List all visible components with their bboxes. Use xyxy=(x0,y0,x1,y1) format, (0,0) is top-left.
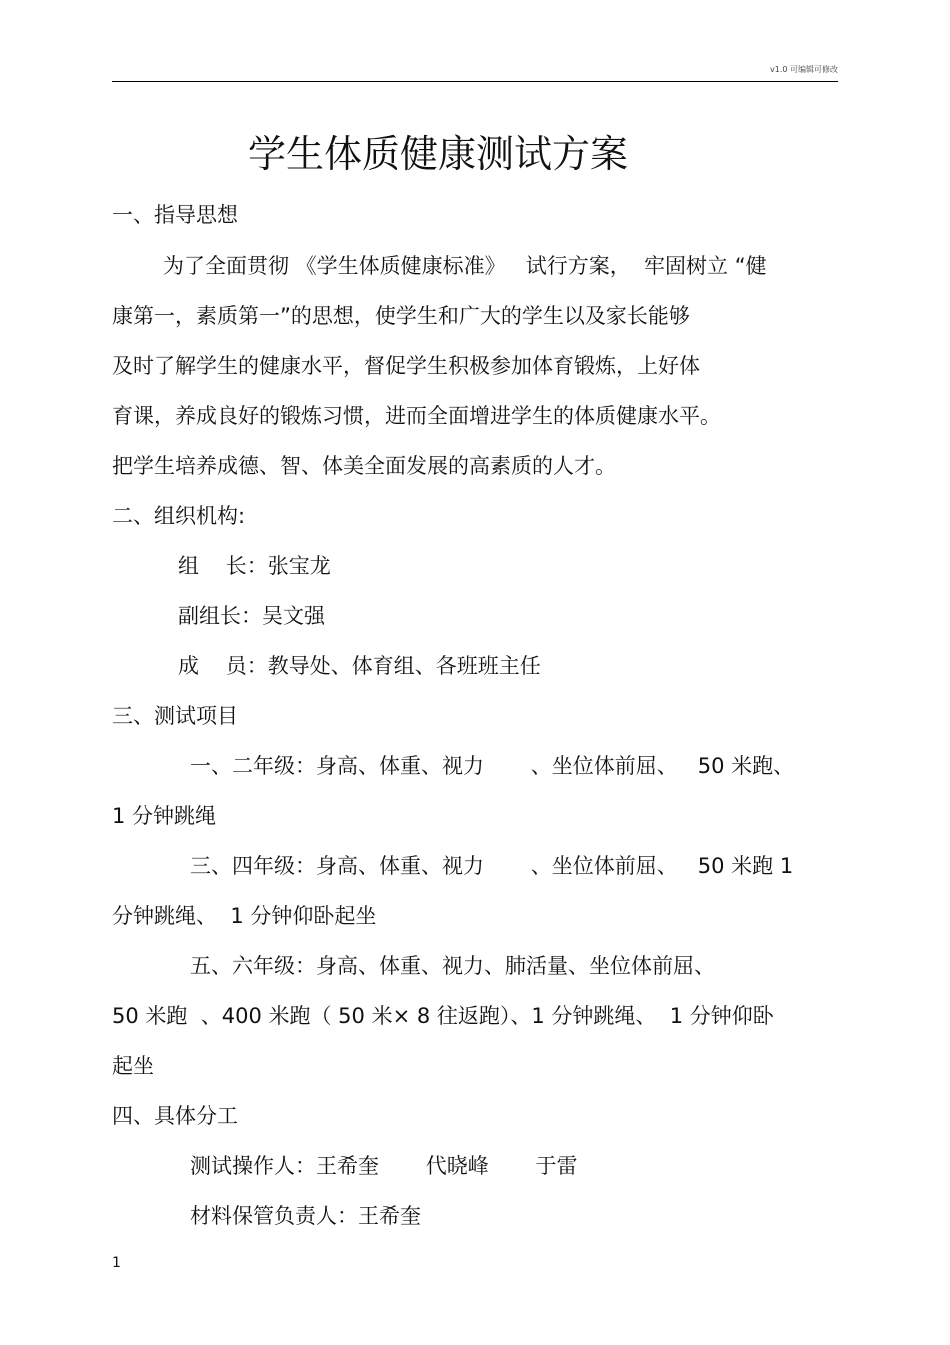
paragraph-line: 把学生培养成德、智、体美全面发展的高素质的人才。 xyxy=(112,454,616,478)
test-item-line: 1 分钟跳绳 xyxy=(112,804,217,828)
paragraph-line: 育课，养成良好的锻炼习惯，进而全面增进学生的体质健康水平。 xyxy=(112,404,721,428)
test-item-line: 50 米跑 、400 米跑（ 50 米× 8 往返跑）、1 分钟跳绳、 1 分钟仰卧 xyxy=(112,1004,774,1028)
section-heading: 三、测试项目 xyxy=(112,704,238,728)
org-leader: 组 长：张宝龙 xyxy=(178,554,331,578)
test-item-line: 三、四年级：身高、体重、视力 、坐位体前屈、 50 米跑 1 xyxy=(190,854,794,878)
section-heading: 二、组织机构: xyxy=(112,504,246,528)
section-heading: 四、具体分工 xyxy=(112,1104,238,1128)
assignment-line: 测试操作人：王希奎 代晓峰 于雷 xyxy=(190,1154,578,1178)
section-heading: 一、指导思想 xyxy=(112,203,238,227)
org-members: 成 员：教导处、体育组、各班班主任 xyxy=(178,654,541,678)
document-title: 学生体质健康测试方案 xyxy=(248,132,629,176)
paragraph-line: 及时了解学生的健康水平，督促学生积极参加体育锻炼，上好体 xyxy=(112,354,700,378)
test-item-line: 一、二年级：身高、体重、视力 、坐位体前屈、 50 米跑、 xyxy=(190,754,795,778)
test-item-line: 起坐 xyxy=(112,1054,154,1078)
paragraph-line: 为了全面贯彻 《学生体质健康标准》 试行方案， 牢固树立 “健 xyxy=(163,254,767,278)
assignment-line: 材料保管负责人：王希奎 xyxy=(190,1204,421,1228)
header-rule xyxy=(112,81,838,82)
org-vice-leader: 副组长：吴文强 xyxy=(178,604,325,628)
paragraph-line: 康第一，素质第一”的思想，使学生和广大的学生以及家长能够 xyxy=(112,304,690,328)
test-item-line: 分钟跳绳、 1 分钟仰卧起坐 xyxy=(112,904,377,928)
test-item-line: 五、六年级：身高、体重、视力、肺活量、坐位体前屈、 xyxy=(190,954,715,978)
page-number: 1 xyxy=(112,1255,121,1271)
header-note: v1.0 可编辑可修改 xyxy=(770,65,838,74)
